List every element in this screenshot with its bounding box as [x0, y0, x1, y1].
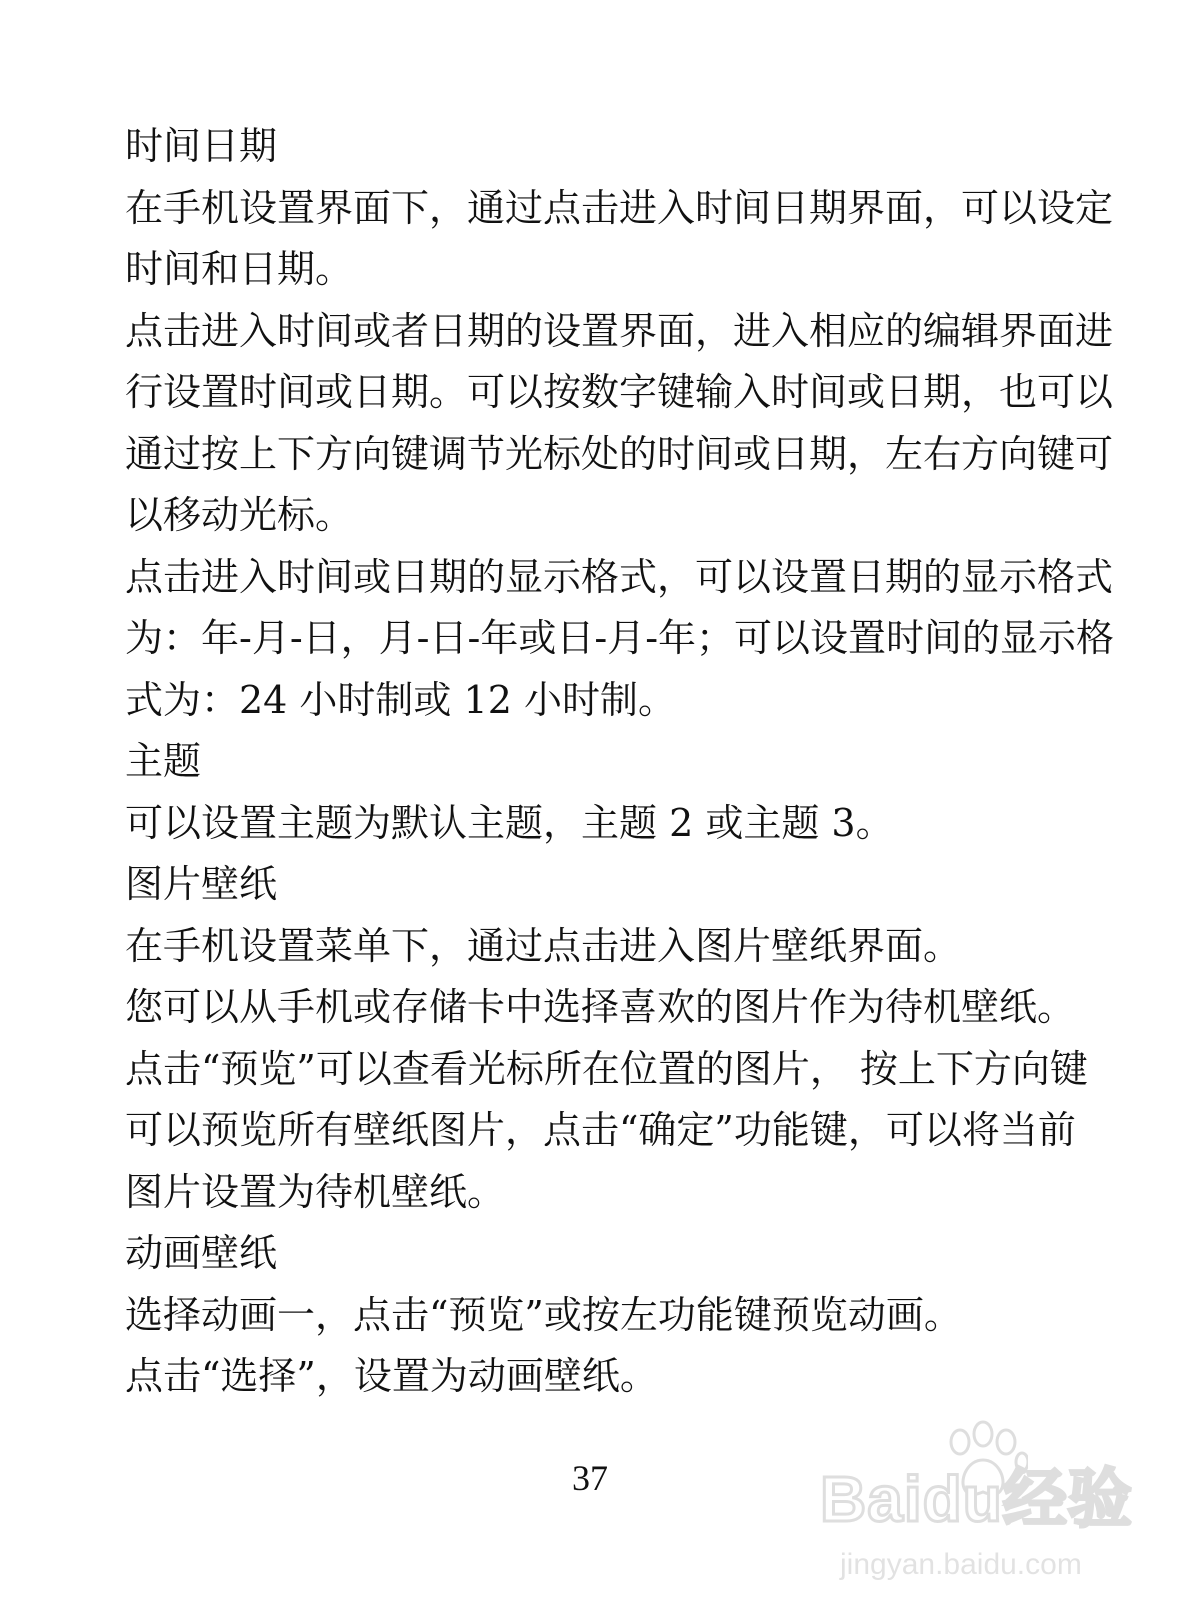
text-line: 式为：24 小时制或 12 小时制。 — [125, 677, 676, 722]
text-line: 以移动光标。 — [125, 493, 354, 537]
text-line: 为：年-月-日，月-日-年或日-月-年；可以设置时间的显示格 — [125, 616, 1115, 660]
watermark-url: jingyan.baidu.com — [840, 1548, 1082, 1581]
section-heading-time-date: 时间日期 — [125, 124, 278, 168]
text-line: 可以设置主题为默认主题，主题 2 或主题 3。 — [125, 800, 894, 845]
text-line: 点击“选择”，设置为动画壁纸。 — [125, 1354, 658, 1398]
watermark-brand: Baidu经验 — [820, 1463, 1133, 1535]
text-line: 在手机设置菜单下，通过点击进入图片壁纸界面。 — [125, 923, 962, 968]
text-line: 时间和日期。 — [125, 247, 354, 291]
baidu-watermark — [820, 1420, 1160, 1600]
text-line: 您可以从手机或存储卡中选择喜欢的图片作为待机壁纸。 — [125, 985, 1076, 1029]
text-line: 图片设置为待机壁纸。 — [125, 1169, 506, 1214]
text-line: 选择动画一，点击“预览”或按左功能键预览动画。 — [125, 1292, 962, 1337]
text-line: 行设置时间或日期。可以按数字键输入时间或日期，也可以 — [125, 370, 1114, 414]
text-line: 点击“预览”可以查看光标所在位置的图片， 按上下方向键 — [125, 1046, 1088, 1091]
text-line: 在手机设置界面下，通过点击进入时间日期界面，可以设定 — [125, 185, 1114, 230]
section-heading-animated-wallpaper: 动画壁纸 — [125, 1231, 278, 1275]
text-line: 点击进入时间或者日期的设置界面，进入相应的编辑界面进 — [125, 308, 1114, 353]
text-line: 点击进入时间或日期的显示格式，可以设置日期的显示格式 — [125, 554, 1114, 599]
text-line: 可以预览所有壁纸图片，点击“确定”功能键，可以将当前 — [125, 1108, 1076, 1152]
text-line: 通过按上下方向键调节光标处的时间或日期，左右方向键可 — [125, 431, 1114, 476]
section-heading-picture-wallpaper: 图片壁纸 — [125, 862, 278, 906]
section-heading-theme: 主题 — [125, 739, 202, 783]
page-number: 37 — [572, 1458, 608, 1498]
document-body — [125, 116, 1115, 1408]
